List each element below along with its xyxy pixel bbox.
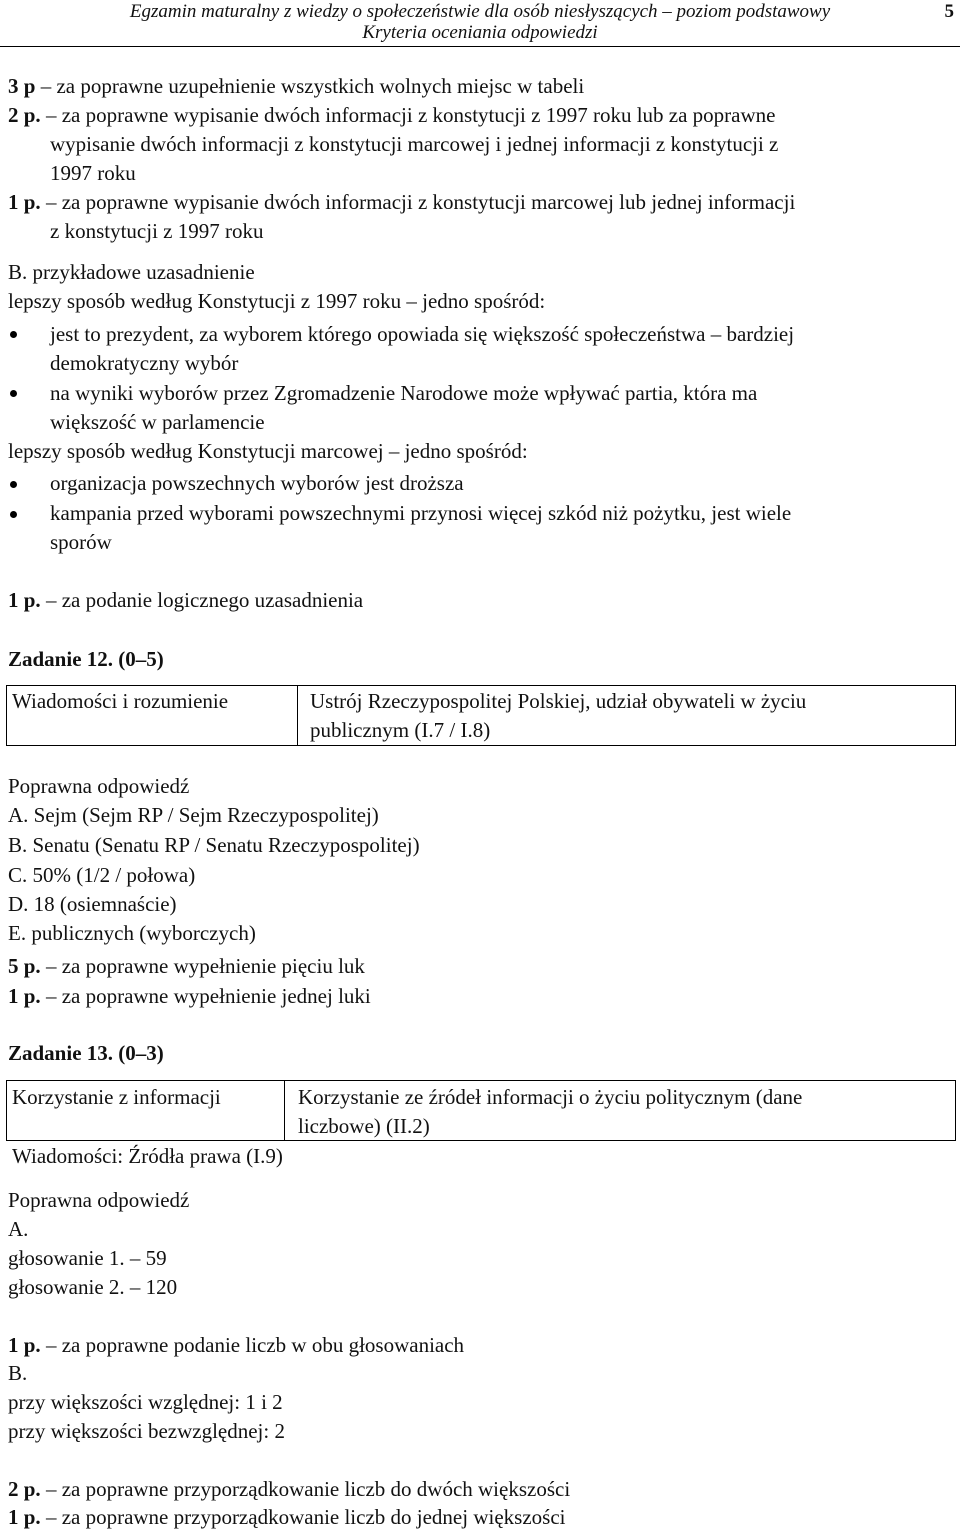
list-item-continuation: większość w parlamencie: [50, 410, 265, 434]
score-text: – za poprawne wypełnienie jednej luki: [40, 984, 371, 1008]
task-title: Zadanie 13. (0–3): [8, 1041, 164, 1065]
table-cell-requirement: Korzystanie ze źródeł informacji o życiu politycznym (dane: [298, 1085, 803, 1109]
answer-item: C. 50% (1/2 / połowa): [8, 863, 196, 887]
list-item: jest to prezydent, za wyborem którego opowiada się większość społeczeństwa – bardziej: [50, 322, 795, 346]
score-points: 1 p.: [8, 1505, 41, 1529]
bullet-icon: [10, 331, 17, 338]
answer-label: Poprawna odpowiedź: [8, 774, 190, 798]
score-text: – za poprawne przyporządkowanie liczb do jednej większości: [40, 1505, 566, 1529]
table-cell-area: Wiadomości: Źródła prawa (I.9): [12, 1144, 283, 1168]
intro-1997: lepszy sposób według Konstytucji z 1997 roku – jedno spośród:: [8, 289, 546, 313]
score-text: – za poprawne przyporządkowanie liczb do dwóch większości: [40, 1477, 571, 1501]
score-text: – za poprawne uzupełnienie wszystkich wolnych miejsc w tabeli: [35, 74, 585, 98]
score-line: [8, 586, 363, 615]
table-cell-requirement-continuation: liczbowe) (II.2): [298, 1114, 430, 1138]
score-points: 3 p: [8, 74, 36, 98]
score-points: 1 p.: [8, 190, 41, 214]
score-continuation: 1997 roku: [50, 161, 136, 185]
answer-label: Poprawna odpowiedź: [8, 1188, 190, 1212]
task-title: Zadanie 12. (0–5): [8, 647, 164, 671]
score-line: [8, 72, 584, 101]
answer-item: A. Sejm (Sejm RP / Sejm Rzeczypospolitej): [8, 803, 379, 827]
table-divider: [284, 1080, 285, 1140]
list-item: na wyniki wyborów przez Zgromadzenie Narodowe może wpływać partia, która ma: [50, 381, 758, 405]
score-points: 1 p.: [8, 588, 41, 612]
table-cell-requirement-continuation: publicznym (I.7 / I.8): [310, 718, 491, 742]
answer-item: przy większości bezwzględnej: 2: [8, 1419, 285, 1443]
part-b-label: B.: [8, 1361, 28, 1385]
score-points: 2 p.: [8, 1477, 41, 1501]
score-text: – za podanie logicznego uzasadnienia: [40, 588, 364, 612]
score-text: – za poprawne podanie liczb w obu głosowaniach: [40, 1333, 465, 1357]
score-continuation: wypisanie dwóch informacji z konstytucji marcowej i jednej informacji z konstytucji z: [50, 132, 779, 156]
list-item: organizacja powszechnych wyborów jest droższa: [50, 471, 464, 495]
score-points: 5 p.: [8, 954, 41, 978]
list-item-continuation: demokratyczny wybór: [50, 351, 239, 375]
list-item: kampania przed wyborami powszechnymi przynosi więcej szkód niż pożytku, jest wiele: [50, 501, 792, 525]
answer-item: głosowanie 2. – 120: [8, 1275, 178, 1299]
answer-item: głosowanie 1. – 59: [8, 1246, 167, 1270]
table-cell-area: Korzystanie z informacji: [12, 1085, 221, 1109]
bullet-icon: [10, 481, 17, 488]
page-header: [0, 0, 960, 47]
score-line: [8, 1331, 464, 1360]
score-line: [8, 982, 371, 1011]
score-text: – za poprawne wypełnienie pięciu luk: [40, 954, 365, 978]
part-a-label: A.: [8, 1217, 29, 1241]
score-line: [8, 101, 775, 130]
answer-item: B. Senatu (Senatu RP / Senatu Rzeczypospolitej): [8, 833, 420, 857]
table-divider: [297, 685, 298, 745]
score-text: – za poprawne wypisanie dwóch informacji z konstytucji z 1997 roku lub za poprawne: [40, 103, 776, 127]
score-line: [8, 188, 795, 217]
answer-item: E. publicznych (wyborczych): [8, 921, 256, 945]
score-continuation: z konstytucji z 1997 roku: [50, 219, 264, 243]
bullet-icon: [10, 390, 17, 397]
score-text: – za poprawne wypisanie dwóch informacji z konstytucji marcowej lub jednej informacji: [40, 190, 796, 214]
intro-march: lepszy sposób według Konstytucji marcowej – jedno spośród:: [8, 439, 528, 463]
bullet-icon: [10, 511, 17, 518]
answer-item: przy większości względnej: 1 i 2: [8, 1390, 283, 1414]
score-line: [8, 1475, 570, 1504]
score-points: 1 p.: [8, 984, 41, 1008]
page-number: 5: [944, 1, 954, 22]
answer-item: D. 18 (osiemnaście): [8, 892, 177, 916]
list-item-continuation: sporów: [50, 530, 112, 554]
exam-subtitle: Kryteria oceniania odpowiedzi: [362, 22, 598, 43]
score-points: 2 p.: [8, 103, 41, 127]
score-line: [8, 952, 365, 981]
table-cell-requirement: Ustrój Rzeczypospolitej Polskiej, udział obywateli w życiu: [310, 689, 807, 713]
score-line: [8, 1503, 565, 1532]
exam-title: Egzamin maturalny z wiedzy o społeczeństwie dla osób niesłyszących – poziom podstawowy: [129, 1, 831, 22]
table-cell-area: Wiadomości i rozumienie: [12, 689, 229, 713]
score-points: 1 p.: [8, 1333, 41, 1357]
part-b-heading: B. przykładowe uzasadnienie: [8, 260, 255, 284]
